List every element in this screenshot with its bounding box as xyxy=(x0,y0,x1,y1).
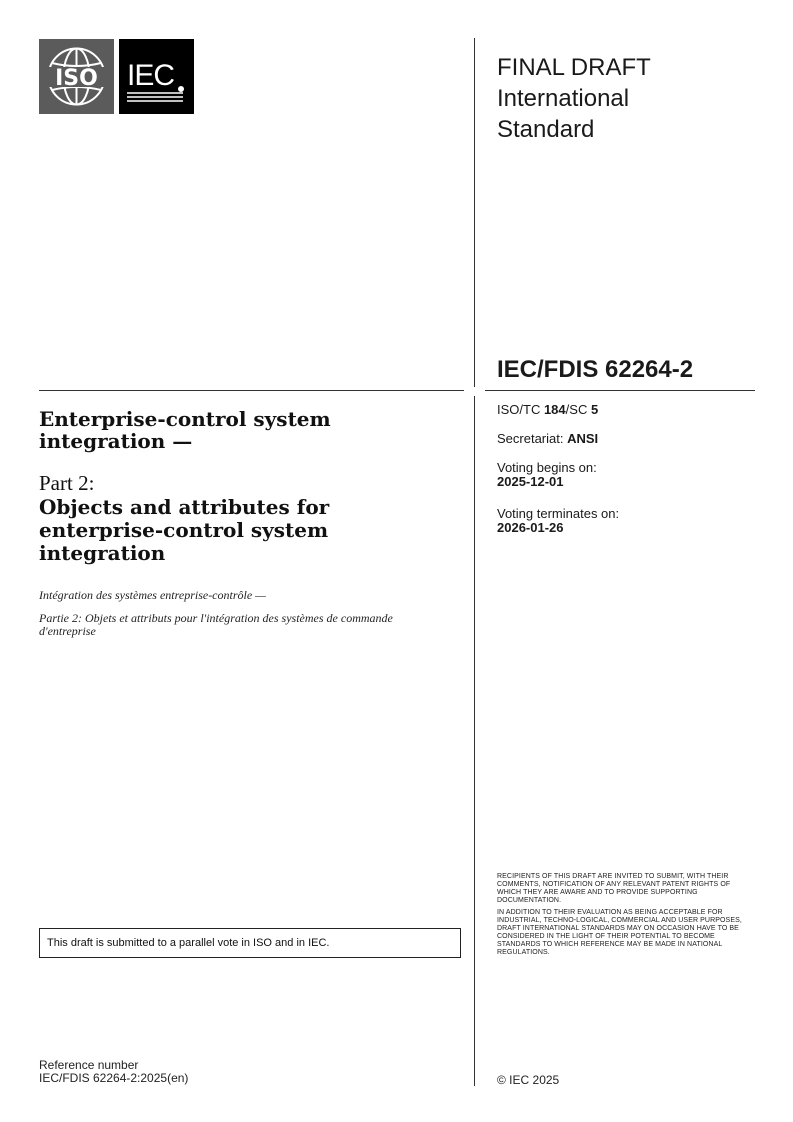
vertical-divider-bottom xyxy=(474,396,475,1086)
svg-text:IEC: IEC xyxy=(127,59,175,92)
part-title: Objects and attributes for enterprise-control system integration xyxy=(39,495,330,565)
committee-prefix: ISO/TC xyxy=(497,402,544,417)
voting-begins xyxy=(497,461,597,489)
committee-sc: 5 xyxy=(590,402,599,417)
reference-label: Reference number xyxy=(39,1058,139,1072)
french-main-title: Intégration des systèmes entreprise-contrôle — xyxy=(39,588,266,602)
part-number: Part 2: xyxy=(39,471,95,495)
iso-globe-icon xyxy=(39,39,114,114)
status-line-1: FINAL DRAFT xyxy=(497,54,651,81)
iso-logo xyxy=(39,39,114,114)
svg-text:ISO: ISO xyxy=(55,66,98,91)
horizontal-divider-left xyxy=(39,390,464,391)
committee-tc: 184 xyxy=(543,402,566,417)
status-line-2: International xyxy=(497,85,630,112)
iec-mark-icon xyxy=(119,39,194,114)
voting-terminates-date: 2026-01-26 xyxy=(497,520,564,535)
secretariat-label: Secretariat: xyxy=(497,431,568,446)
copyright: © IEC 2025 xyxy=(497,1073,560,1087)
reference-value: IEC/FDIS 62264-2:2025(en) xyxy=(39,1071,189,1085)
reference-number xyxy=(39,1059,188,1085)
french-part-title: Partie 2: Objets et attributs pour l'intégration des systèmes de commande d'entreprise xyxy=(39,611,393,638)
vertical-divider-top xyxy=(474,38,475,387)
document-id: IEC/FDIS 62264-2 xyxy=(497,356,694,383)
committee-info xyxy=(497,403,598,417)
voting-begins-date: 2025-12-01 xyxy=(497,474,564,489)
status-line-3: Standard xyxy=(497,116,595,143)
iec-logo xyxy=(119,39,194,114)
voting-terminates-label: Voting terminates on: xyxy=(497,506,620,521)
voting-begins-label: Voting begins on: xyxy=(497,460,597,475)
committee-sep: /SC xyxy=(565,402,591,417)
main-title: Enterprise-control system integration — xyxy=(39,407,331,453)
document-status-heading xyxy=(497,52,747,145)
horizontal-divider-right xyxy=(485,390,755,391)
secretariat-info xyxy=(497,432,598,446)
evaluation-notice: IN ADDITION TO THEIR EVALUATION AS BEING ACCEPTABLE FOR INDUSTRIAL, TECHNO-LOGICAL, COMMERCIAL AND USER PURPOSES, DRAFT INTERNATIONAL STANDARDS MAY ON OCCASION HAVE TO BE CONSIDERED IN THE LIGHT OF THEIR POTENTIAL TO BECOME STANDARDS TO WHICH REFERENCE MAY BE MADE IN NATIONAL REGULATIONS. xyxy=(497,909,742,956)
patent-notice: RECIPIENTS OF THIS DRAFT ARE INVITED TO SUBMIT, WITH THEIR COMMENTS, NOTIFICATION OF ANY RELEVANT PATENT RIGHTS OF WHICH THEY ARE AWARE AND TO PROVIDE SUPPORTING DOCUMENTATION. xyxy=(497,873,731,904)
parallel-vote-box: This draft is submitted to a parallel vote in ISO and in IEC. xyxy=(39,928,461,958)
voting-terminates xyxy=(497,507,619,535)
secretariat-value: ANSI xyxy=(567,431,599,446)
